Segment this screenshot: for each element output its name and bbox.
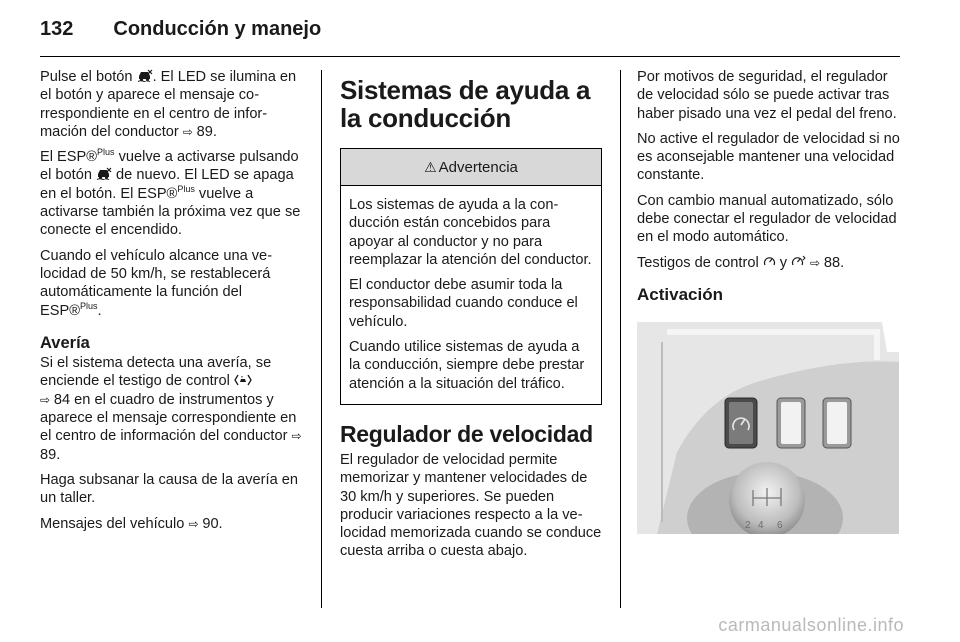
cruise-control-icon [763,255,776,268]
paragraph: No active el regulador de velocidad si no es aconsejable mantener una velocidad constante. [637,130,900,184]
gear-label: 6 [777,520,783,532]
paragraph: Mensajes del vehículo ⇨ 90. [40,515,223,532]
column-3 [637,68,905,534]
page-header [40,14,321,44]
paragraph: El ESP®$^{Plus}$ vuelve a activarse pulsando el botón de nuevo. El LED se apaga en el botón. El ESP®$^{Plus}$ vuelve a activarse también la próxima vez que se conecte el encendido. [40,147,301,239]
section-heading: Sistemas de ayuda a la conducción [340,75,591,133]
page-ref-arrow-icon: ⇨ [40,392,54,407]
warning-header [341,149,601,186]
page-ref-arrow-icon: ⇨ [182,124,197,139]
photo-illustration [637,322,899,534]
paragraph: El regulador de velocidad permite memorizar y mantener velocidades de 30 km/h y superiores. Se pueden producir variaciones respecto a la velocidad memorizada cuando se conduce cuesta arriba o cuesta abajo. [340,451,602,560]
paragraph: Pulse el botón . El LED se ilumina en el botón y aparece el mensaje correspondiente en el centro de información del conductor ⇨ 89. [40,69,297,140]
paragraph: Cuando el vehículo alcance una velocidad de 50 km/h, se restablecerá automáticamente la función del ESP®$^{Plus}$. [40,247,273,319]
paragraph: Por motivos de seguridad, el regulador de velocidad sólo se puede activar tras haber pisado una vez el pedal del freno. [637,69,897,122]
page-ref-arrow-icon: ⇨ [806,255,824,270]
subsection-heading: Regulador de velocidad [340,420,593,447]
column-2 [340,76,602,568]
gear-label: 2 [745,520,751,532]
warning-title: Advertencia [438,159,518,176]
warning-triangle-icon: ⚠ [424,160,437,176]
cruise-control-active-icon [791,255,806,268]
page-ref-arrow-icon: ⇨ [291,429,302,444]
header-rule [40,56,900,57]
paragraph: El conductor debe asumir toda la responsabilidad cuando conduce el vehículo. [349,277,578,330]
column-1 [40,68,302,540]
esp-off-icon [137,69,153,82]
page-ref-arrow-icon: ⇨ [188,516,203,531]
paragraph: Haga subsanar la causa de la avería en un taller. [40,471,298,507]
paragraph: Los sistemas de ayuda a la conducción están concebidos para apoyar al conductor y no para reemplazar la atención del conductor. [349,197,592,268]
warning-box [340,148,602,405]
paragraph: Con cambio manual automatizado, sólo debe conectar el regulador de velocidad en el modo automático. [637,192,897,246]
watermark: carmanualsonline.info [718,615,904,635]
dashboard-buttons-photo [637,322,899,534]
gear-label: 4 [758,520,764,532]
warning-body [341,186,601,404]
esp-warning-lamp-icon [234,374,252,386]
activation-heading: Activación [637,284,723,304]
column-divider-1 [321,70,322,608]
paragraph: Testigos de control y ⇨ 88. [637,254,845,271]
page-number: 132 [40,17,74,40]
esp-off-icon [96,167,112,180]
column-divider-2 [620,70,621,608]
section-title: Conducción y manejo [113,17,322,40]
averia-heading: Avería [40,333,90,352]
paragraph: Si el sistema detecta una avería, se enciende el testigo de control ⇨ 84 en el cuadro de instrumentos y aparece el mensaje correspondiente en el centro de información del conductor ⇨ 89. [40,355,302,463]
paragraph: Cuando utilice sistemas de ayuda a la conducción, siempre debe prestar atención a la situación del tráfico. [349,339,585,392]
